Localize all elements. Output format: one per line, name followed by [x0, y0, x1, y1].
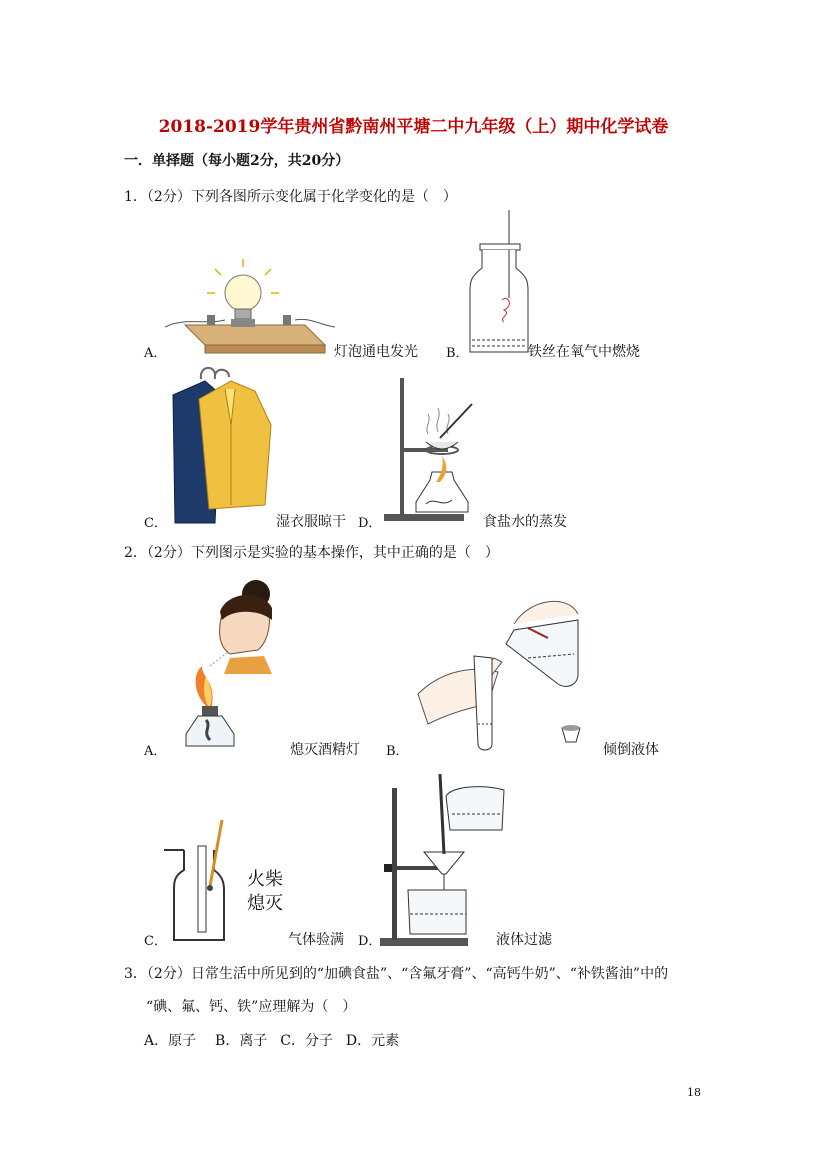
page-number: 18 — [687, 1086, 701, 1099]
q2-option-a-letter[interactable]: A． — [144, 744, 167, 759]
light-bulb-icon — [165, 265, 335, 357]
q1-option-b-caption: 铁丝在氧气中燃烧 — [528, 344, 640, 360]
question-1-stem: 1．（2分）下列各图所示变化属于化学变化的是（ ） — [124, 189, 457, 205]
figure-label — [247, 868, 283, 916]
q3-option-a[interactable]: A．原子 — [144, 1033, 197, 1049]
q3-options — [144, 1030, 399, 1050]
q2-option-c-caption: 气体验满 — [288, 932, 344, 948]
q2-option-a-caption: 熄灭酒精灯 — [290, 742, 360, 758]
section-heading: 一．单择题（每小题2分，共20分） — [124, 153, 350, 169]
question-3-stem: 3．（2分）日常生活中所见到的“加碘食盐”、“含氟牙膏”、“高钙牛奶”、“补铁酱油”中的 — [124, 966, 669, 982]
q2-option-d-letter[interactable]: D． — [358, 934, 382, 949]
wet-clothes-icon — [165, 365, 275, 523]
figure-label-match: 火柴 — [247, 869, 283, 890]
q1-option-c-letter[interactable]: C． — [144, 516, 167, 531]
question-3-stem-continued: “碘、氟、钙、铁”应理解为（ ） — [146, 999, 357, 1015]
q2-option-d-caption: 液体过滤 — [496, 932, 552, 948]
alcohol-lamp-icon — [172, 574, 276, 752]
evaporation-icon — [382, 376, 482, 524]
figure-label-extinguished: 熄灭 — [247, 893, 283, 914]
exam-title: 2018-2019学年贵州省黔南州平塘二中九年级（上）期中化学试卷 — [158, 117, 669, 137]
q3-option-b[interactable]: B．离子 — [215, 1033, 268, 1049]
q1-option-a-caption: 灯泡通电发光 — [334, 344, 418, 360]
filtration-icon — [380, 774, 508, 946]
q3-option-c[interactable]: C．分子 — [280, 1033, 333, 1049]
q1-option-a-letter[interactable]: A． — [144, 346, 167, 361]
iron-wire-burning-icon — [468, 210, 530, 355]
gas-bottle-icon — [164, 820, 234, 942]
q1-option-b-letter[interactable]: B． — [446, 346, 469, 361]
q1-option-c-caption: 湿衣服晾干 — [276, 514, 346, 530]
q2-option-c-letter[interactable]: C． — [144, 934, 167, 949]
q3-option-d[interactable]: D．元素 — [345, 1033, 400, 1049]
pouring-liquid-icon — [418, 584, 583, 750]
q2-option-b-caption: 倾倒液体 — [603, 742, 659, 758]
q1-option-d-letter[interactable]: D． — [358, 516, 382, 531]
question-2-stem: 2．（2分）下列图示是实验的基本操作，其中正确的是（ ） — [124, 545, 499, 561]
q2-option-b-letter[interactable]: B． — [386, 744, 409, 759]
q1-option-d-caption: 食盐水的蒸发 — [483, 514, 567, 530]
